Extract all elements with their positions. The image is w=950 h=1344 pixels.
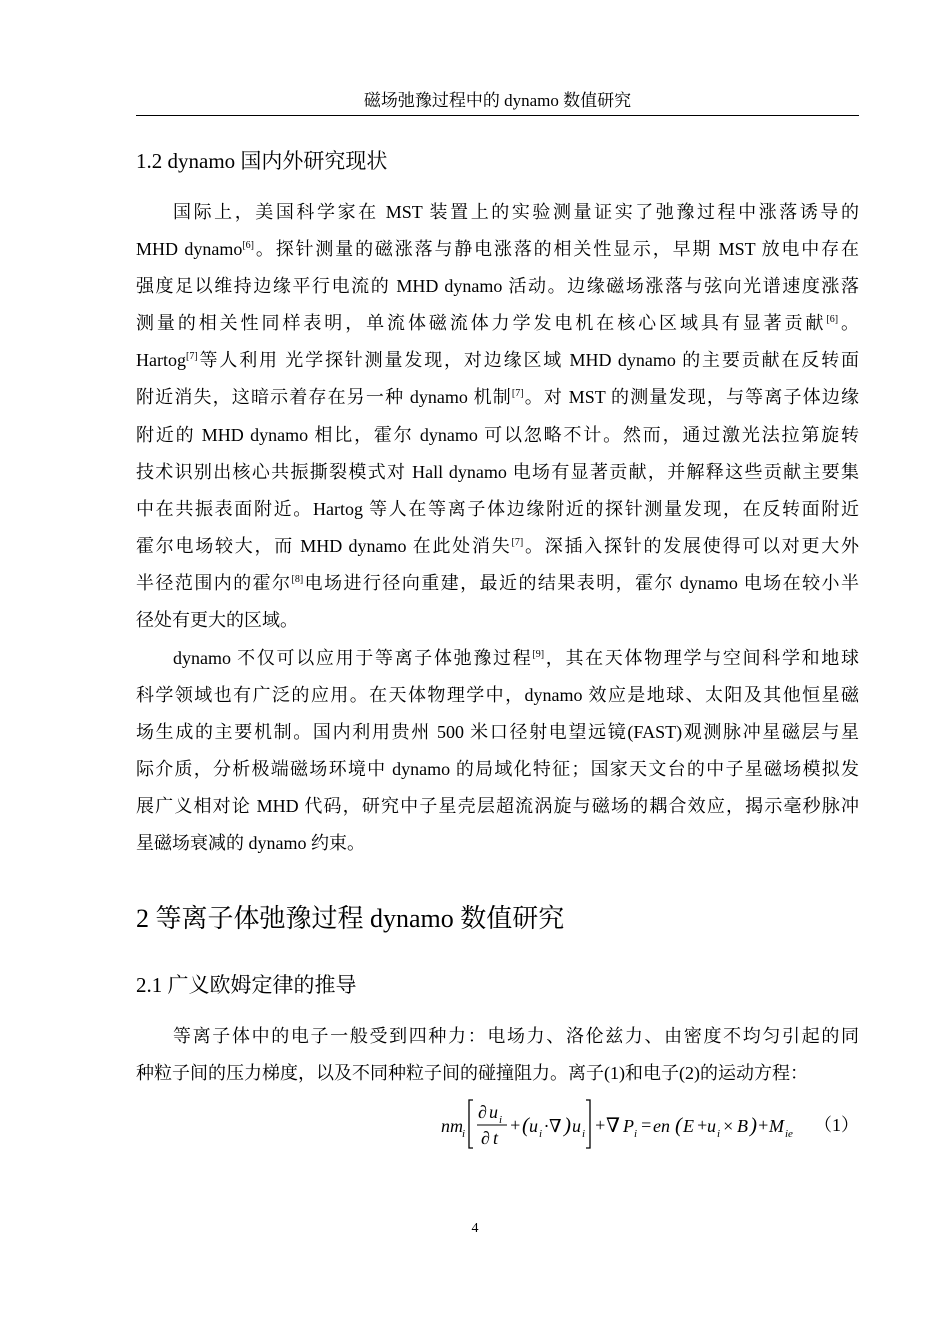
svg-text:i: i — [717, 1128, 721, 1140]
running-header: 磁场弛豫过程中的 dynamo 数值研究 — [363, 91, 632, 110]
svg-text:+: + — [757, 1115, 770, 1135]
citation: [7] — [511, 536, 524, 548]
equation-math — [441, 1094, 821, 1156]
equation-1 — [136, 1094, 859, 1156]
svg-text:(: ( — [522, 1113, 529, 1137]
svg-text:(: ( — [675, 1113, 682, 1137]
svg-text:B: B — [737, 1116, 748, 1136]
text-line: 科学领域也有广泛的应用。在天体物理学中，dynamo 效应是地球、太阳及其他恒星磁 — [136, 685, 859, 706]
svg-text:t: t — [493, 1128, 499, 1148]
text-line: 强度足以维持边缘平行电流的 MHD dynamo 活动。边缘磁场涨落与弦向光谱速度涨落 — [136, 276, 859, 297]
text-line: 展广义相对论 MHD 代码，研究中子星壳层超流涡旋与磁场的耦合效应，揭示毫秒脉冲 — [136, 796, 859, 817]
svg-text:i: i — [539, 1128, 543, 1140]
page-number: 4 — [471, 1221, 479, 1236]
svg-text:): ) — [750, 1113, 757, 1137]
text-line: 技术识别出核心共振撕裂模式对 Hall dynamo 电场有显著贡献，并解释这些贡献主要集 — [136, 461, 859, 482]
text-line: 霍尔电场较大，而 MHD dynamo 在此处消失[7]。深插入探针的发展使得可以对更大外 — [136, 535, 859, 556]
svg-text:E: E — [683, 1116, 694, 1136]
svg-text:∇: ∇ — [606, 1115, 620, 1137]
text-line: 附近的 MHD dynamo 相比，霍尔 dynamo 可以忽略不计。然而，通过激光法拉第旋转 — [136, 424, 859, 445]
svg-text:u: u — [707, 1116, 716, 1136]
header-rule — [136, 115, 859, 116]
svg-text:i: i — [634, 1128, 638, 1140]
svg-text:u: u — [572, 1116, 581, 1136]
text-line: 星磁场衰减的 dynamo 约束。 — [136, 833, 365, 854]
svg-text:∂: ∂ — [481, 1128, 490, 1148]
text-line: 半径范围内的霍尔[8]电场进行径向重建，最近的结果表明，霍尔 dynamo 电场在较小半 — [136, 572, 859, 593]
text-line: 种粒子间的压力梯度，以及不同种粒子间的碰撞阻力。离子(1)和电子(2)的运动方程： — [136, 1063, 808, 1084]
citation: [6] — [242, 240, 255, 252]
svg-text:+: + — [594, 1115, 607, 1135]
svg-text:): ) — [564, 1113, 571, 1137]
svg-text:=: = — [640, 1115, 653, 1135]
chapter-heading-2: 2 等离子体弛豫过程 dynamo 数值研究 — [136, 904, 565, 933]
citation: [8] — [291, 573, 304, 585]
svg-text:M: M — [769, 1116, 784, 1136]
svg-text:en: en — [653, 1116, 670, 1136]
paragraph-ohms-law-intro — [136, 1018, 859, 1092]
svg-text:∇: ∇ — [549, 1116, 562, 1136]
svg-text:i: i — [462, 1128, 466, 1140]
section-heading-2-1: 2.1 广义欧姆定律的推导 — [136, 973, 357, 997]
text-line: 等离子体中的电子一般受到四种力：电场力、洛伦兹力、由密度不均匀引起的同 — [173, 1026, 859, 1046]
citation: [6] — [826, 314, 839, 326]
text-line: 附近消失，这暗示着存在另一种 dynamo 机制[7]。对 MST 的测量发现，与等离子体边缘 — [136, 387, 859, 408]
text-line: dynamo 不仅可以应用于等离子体弛豫过程[9]，其在天体物理学与空间科学和地球 — [173, 648, 859, 668]
text-line: 场生成的主要机制。国内利用贵州 500 米口径射电望远镜(FAST)观测脉冲星磁层与星 — [136, 722, 859, 743]
text-line: 中在共振表面附近。Hartog 等人在等离子体边缘附近的探针测量发现，在反转面附近 — [136, 498, 859, 519]
svg-text:nm: nm — [441, 1116, 463, 1136]
equation-number: （1） — [814, 1115, 859, 1135]
paragraph-international-research — [136, 194, 859, 639]
svg-text:ie: ie — [785, 1128, 793, 1140]
svg-text:+: + — [509, 1115, 522, 1135]
svg-text:i: i — [499, 1114, 503, 1126]
text-line: 国际上，美国科学家在 MST 装置上的实验测量证实了弛豫过程中涨落诱导的 — [173, 202, 859, 222]
svg-text:i: i — [582, 1128, 586, 1140]
svg-text:+: + — [696, 1115, 709, 1135]
text-line: 际介质，分析极端磁场环境中 dynamo 的局域化特征；国家天文台的中子星磁场模拟发 — [136, 759, 859, 780]
paragraph-dynamo-applications — [136, 640, 859, 863]
svg-text:×: × — [722, 1116, 735, 1136]
text-line: 径处有更大的区域。 — [136, 610, 298, 631]
citation: [9] — [532, 649, 545, 660]
svg-text:·: · — [544, 1116, 549, 1136]
text-line: 测量的相关性同样表明，单流体磁流体力学发电机在核心区域具有显著贡献[6]。 — [136, 313, 859, 334]
citation: [7] — [511, 388, 524, 400]
svg-text:∂: ∂ — [478, 1102, 487, 1122]
text-line: Hartog[7]等人利用 光学探针测量发现，对边缘区域 MHD dynamo 的主要贡献在反转面 — [136, 350, 859, 371]
svg-text:P: P — [623, 1116, 634, 1136]
section-heading-1-2: 1.2 dynamo 国内外研究现状 — [136, 149, 388, 173]
text-line: MHD dynamo[6]。探针测量的磁涨落与静电涨落的相关性显示，早期 MST 放电中存在 — [136, 239, 859, 260]
svg-text:u: u — [529, 1116, 538, 1136]
svg-text:u: u — [489, 1102, 498, 1122]
citation: [7] — [185, 351, 198, 363]
